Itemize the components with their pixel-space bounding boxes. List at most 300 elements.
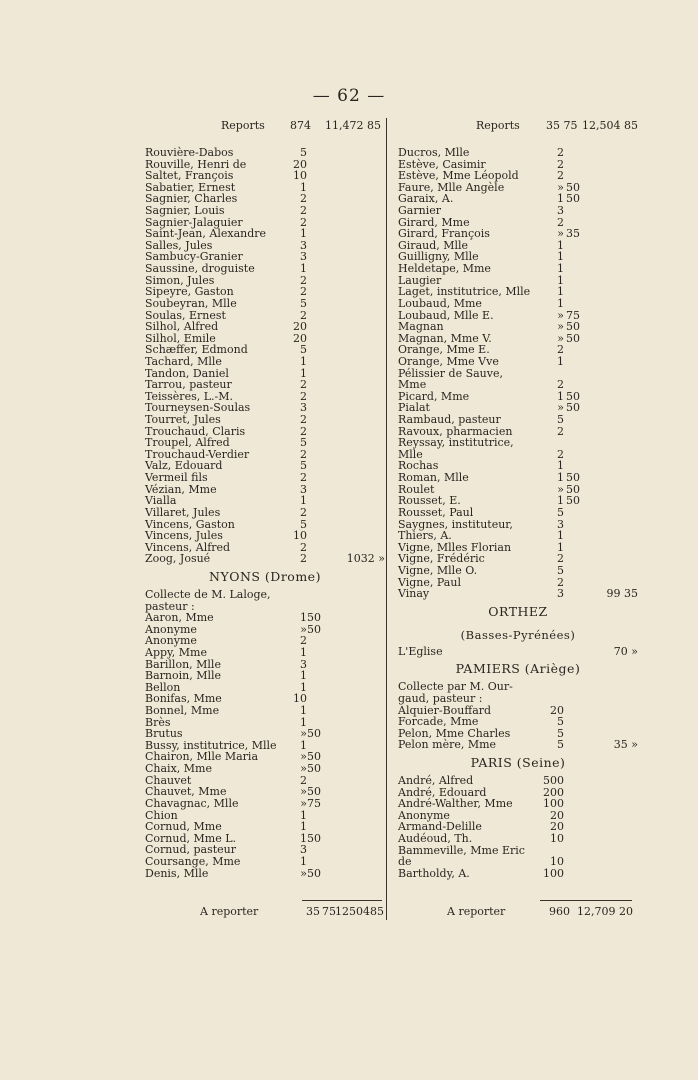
donor-row	[398, 368, 638, 380]
amount-francs: 200	[543, 785, 564, 799]
donor-list	[398, 646, 638, 658]
donor-name: Chion	[145, 808, 178, 822]
donor-name: Rambaud, pasteur	[398, 413, 501, 427]
donor-name: Guilligny, Mlle	[398, 250, 479, 264]
amount-francs: 2	[300, 215, 307, 229]
donor-name: Pelon, Mme Charles	[398, 726, 511, 740]
donor-row	[398, 507, 638, 519]
amount-francs: 1	[557, 296, 564, 310]
amount-francs: 10	[550, 832, 564, 846]
donor-list	[398, 681, 638, 751]
donor-name: Pialat	[398, 401, 430, 415]
donor-name: Loubaud, Mme	[398, 296, 482, 310]
donor-name: Rouvière-Dabos	[145, 146, 234, 159]
amount-francs: 2	[300, 192, 307, 206]
amount-francs: 1	[557, 529, 564, 543]
donor-name: Giraud, Mlle	[398, 238, 469, 252]
donor-name: Bussy, institutrice, Mlle	[145, 738, 277, 752]
amount-francs: 2	[557, 157, 564, 171]
donor-name: de	[398, 855, 412, 869]
right-column	[398, 117, 638, 880]
donor-row	[398, 868, 638, 880]
donor-row	[145, 356, 385, 368]
donor-name: Loubaud, Mlle E.	[398, 308, 494, 322]
section-heading: PAMIERS (Ariège)	[455, 661, 581, 677]
donor-name: Garnier	[398, 204, 441, 218]
amount-francs: 1	[557, 471, 564, 485]
amount-francs: »	[300, 796, 307, 810]
donor-name: Orange, Mme E.	[398, 343, 490, 357]
amount-francs: 1	[300, 854, 307, 868]
donor-name: pasteur :	[145, 599, 195, 613]
amount-cents: 50	[307, 785, 321, 799]
donor-row	[145, 856, 385, 868]
donor-row	[145, 798, 385, 810]
footer-value: 960	[549, 905, 570, 918]
donor-name: Sagnier, Charles	[145, 192, 238, 206]
donor-row	[398, 565, 638, 577]
donor-name: Magnan	[398, 320, 444, 334]
donor-name: Vincens, Alfred	[145, 540, 231, 554]
donor-row	[398, 833, 638, 845]
donor-name: Saussine, droguiste	[145, 262, 255, 276]
donor-row	[398, 646, 638, 658]
left-footer	[200, 905, 384, 919]
amount-francs: 20	[550, 808, 564, 822]
amount-francs: 20	[293, 331, 307, 345]
donor-row	[145, 868, 385, 880]
amount-cents: 35	[566, 227, 580, 241]
amount-francs: 1	[300, 494, 307, 508]
donor-row	[398, 147, 638, 159]
donor-name: André-Walther, Mme	[398, 797, 513, 811]
subtotal: 35 »	[613, 738, 638, 752]
donor-name: Collecte de M. Laloge,	[145, 587, 271, 601]
subtotal: 70 »	[613, 644, 638, 658]
amount-francs: »	[300, 785, 307, 799]
donor-name: Vigne, Mlle O.	[398, 563, 478, 577]
amount-francs: 1	[300, 704, 307, 718]
donor-row	[145, 472, 385, 484]
section-subheading: (Basses-Pyrénées)	[460, 627, 576, 642]
amount-francs: 1	[557, 238, 564, 252]
donor-name: Alquier-Bouffard	[398, 703, 492, 717]
amount-francs: 3	[300, 482, 307, 496]
donor-name: Cornud, pasteur	[145, 843, 237, 857]
amount-cents: 75	[307, 796, 321, 810]
donor-name: Bonifas, Mme	[145, 692, 222, 706]
donor-name: Vigne, Mlles Florian	[398, 540, 512, 554]
donor-row	[398, 739, 638, 751]
amount-francs: 5	[300, 459, 307, 473]
amount-francs: 2	[300, 773, 307, 787]
donor-row	[398, 437, 638, 449]
amount-francs: 3	[300, 657, 307, 671]
donor-name: Reyssay, institutrice,	[398, 436, 514, 450]
donor-name: gaud, pasteur :	[398, 691, 483, 705]
amount-francs: 1	[300, 262, 307, 276]
amount-francs: 3	[557, 204, 564, 218]
amount-francs: 2	[557, 447, 564, 461]
donor-name: André, Edouard	[398, 785, 487, 799]
amount-francs: 3	[300, 250, 307, 264]
amount-francs: 2	[557, 215, 564, 229]
amount-francs: 5	[557, 726, 564, 740]
amount-francs: 1	[557, 273, 564, 287]
donor-row	[398, 530, 638, 542]
donor-row	[145, 414, 385, 426]
donor-name: Trouchaud, Claris	[145, 424, 246, 438]
amount-francs: »	[300, 622, 307, 636]
amount-francs: 500	[543, 774, 564, 788]
amount-francs: 2	[300, 378, 307, 392]
amount-francs: 3	[557, 587, 564, 601]
donor-row	[145, 321, 385, 333]
amount-cents: 50	[566, 192, 580, 206]
donor-name: Faure, Mlle Angèle	[398, 180, 505, 194]
donor-name: Sagnier, Louis	[145, 204, 225, 218]
amount-francs: 20	[550, 703, 564, 717]
donor-name: Vermeil fils	[145, 471, 208, 485]
donor-name: Tourneysen-Soulas	[145, 401, 251, 415]
donor-name: Anonyme	[145, 634, 197, 648]
donor-name: Estève, Casimir	[398, 157, 486, 171]
amount-francs: 1	[557, 540, 564, 554]
donor-name: Saint-Jean, Alexandre	[145, 227, 267, 241]
amount-francs: 2	[557, 343, 564, 357]
amount-francs: 5	[300, 146, 307, 159]
amount-francs: 3	[300, 843, 307, 857]
donor-name: Vialla	[145, 494, 177, 508]
amount-cents: 50	[307, 611, 321, 625]
footer-rule	[540, 900, 632, 901]
donor-name: Schæffer, Edmond	[145, 343, 248, 357]
donor-name: Bellon	[145, 680, 181, 694]
amount-francs: 5	[300, 436, 307, 450]
section-heading: NYONS (Drome)	[209, 568, 321, 584]
amount-francs: »	[300, 866, 307, 880]
amount-cents: 50	[307, 750, 321, 764]
donor-row	[145, 670, 385, 682]
amount-francs: 1	[300, 715, 307, 729]
amount-cents: 50	[307, 831, 321, 845]
donor-name: Thiers, A.	[398, 529, 452, 543]
amount-francs: »	[300, 762, 307, 776]
amount-francs: 2	[300, 389, 307, 403]
donor-name: Silhol, Emile	[145, 331, 216, 345]
donor-name: Bartholdy, A.	[398, 866, 470, 880]
amount-francs: 2	[557, 378, 564, 392]
donor-row	[145, 763, 385, 775]
donor-name: Simon, Jules	[145, 273, 215, 287]
donor-name: Vincens, Gaston	[145, 517, 235, 531]
amount-francs: 20	[293, 157, 307, 171]
donor-name: Rouville, Henri de	[145, 157, 247, 171]
amount-cents: 50	[307, 727, 321, 741]
donor-row	[145, 507, 385, 519]
amount-francs: »	[557, 227, 564, 241]
section-heading: ORTHEZ	[488, 603, 548, 619]
donor-name: Bonnel, Mme	[145, 704, 220, 718]
donor-name: Orange, Mme Vve	[398, 354, 499, 368]
donor-row	[398, 472, 638, 484]
donor-name: Laugier	[398, 273, 442, 287]
donor-name: Estève, Mme Léopold	[398, 169, 519, 183]
donor-name: Vigne, Frédéric	[398, 552, 485, 566]
donor-name: Trouchaud-Verdier	[145, 447, 250, 461]
reports-total: 12,504 85	[582, 119, 638, 132]
donor-name: Garaix, A.	[398, 192, 454, 206]
donor-row	[398, 588, 638, 600]
amount-francs: 2	[557, 169, 564, 183]
amount-francs: 20	[293, 320, 307, 334]
amount-francs: 2	[300, 552, 307, 566]
amount-francs: 10	[293, 529, 307, 543]
page-number: — 62 —	[312, 86, 386, 106]
donor-row	[145, 530, 385, 542]
donor-name: Denis, Mlle	[145, 866, 209, 880]
donor-name: Brès	[145, 715, 171, 729]
amount-cents: 50	[566, 401, 580, 415]
amount-francs: 1	[300, 831, 307, 845]
donor-row	[398, 845, 638, 857]
donor-name: Forcade, Mme	[398, 715, 479, 729]
amount-cents: 50	[307, 762, 321, 776]
donor-row	[145, 647, 385, 659]
donor-name: Audéoud, Th.	[398, 832, 473, 846]
amount-francs: 5	[557, 413, 564, 427]
donor-name: Mlle	[398, 447, 423, 461]
amount-francs: »	[557, 180, 564, 194]
donor-name: Appy, Mme	[145, 645, 207, 659]
amount-francs: 1	[300, 738, 307, 752]
reports-line	[398, 117, 638, 147]
amount-francs: »	[300, 727, 307, 741]
donor-list	[398, 147, 638, 600]
donor-name: Rochas	[398, 459, 439, 473]
amount-francs: 10	[293, 692, 307, 706]
amount-francs: 20	[550, 820, 564, 834]
donor-name: L'Eglise	[398, 644, 443, 658]
amount-francs: 1	[300, 611, 307, 625]
reports-value: 874	[290, 119, 311, 132]
donor-row	[145, 147, 385, 159]
amount-francs: 2	[300, 447, 307, 461]
amount-francs: 1	[557, 494, 564, 508]
amount-cents: 50	[307, 866, 321, 880]
donor-name: Silhol, Alfred	[145, 320, 219, 334]
amount-francs: 1	[300, 366, 307, 380]
donor-name: Laget, institutrice, Mlle	[398, 285, 531, 299]
amount-francs: 3	[300, 238, 307, 252]
donor-name: Bammeville, Mme Eric	[398, 843, 525, 857]
donor-name: Girard, François	[398, 227, 490, 241]
reports-label: Reports	[221, 119, 265, 132]
amount-francs: 1	[557, 354, 564, 368]
donor-row	[398, 321, 638, 333]
amount-francs: 1	[557, 285, 564, 299]
footer-rule	[302, 900, 382, 901]
donor-name: Ducros, Mlle	[398, 146, 470, 159]
donor-name: Roman, Mlle	[398, 471, 469, 485]
amount-francs: 5	[300, 343, 307, 357]
donor-name: Saygnes, instituteur,	[398, 517, 513, 531]
amount-francs: 3	[557, 517, 564, 531]
amount-francs: 2	[300, 308, 307, 322]
donor-name: Soubeyran, Mlle	[145, 296, 237, 310]
reports-total: 11,472 85	[325, 119, 381, 132]
donor-name: Salles, Jules	[145, 238, 213, 252]
amount-francs: 1	[557, 192, 564, 206]
amount-francs: 1	[300, 669, 307, 683]
amount-francs: »	[557, 308, 564, 322]
donor-name: Girard, Mme	[398, 215, 470, 229]
amount-francs: 2	[300, 505, 307, 519]
donor-row	[145, 263, 385, 275]
donor-name: Valz, Edouard	[145, 459, 223, 473]
donor-row	[145, 484, 385, 496]
donor-name: Zoog, Josué	[145, 552, 211, 566]
column-divider	[386, 118, 387, 920]
subtotal: 1032 »	[346, 552, 385, 566]
amount-francs: 1	[557, 389, 564, 403]
donor-name: Anonyme	[145, 622, 197, 636]
amount-francs: 1	[300, 354, 307, 368]
amount-cents: 75	[566, 308, 580, 322]
amount-francs: »	[557, 401, 564, 415]
amount-francs: 10	[550, 855, 564, 869]
donor-name: Sambucy-Granier	[145, 250, 243, 264]
amount-francs: 1	[557, 262, 564, 276]
reports-label: Reports	[476, 119, 520, 132]
donor-list	[398, 775, 638, 879]
donor-name: Collecte par M. Our-	[398, 680, 513, 694]
footer-label: A reporter	[200, 905, 259, 918]
donor-name: Ravoux, pharmacien	[398, 424, 513, 438]
donor-name: Brutus	[145, 727, 183, 741]
left-column	[145, 117, 385, 879]
amount-francs: 100	[543, 797, 564, 811]
amount-francs: 1	[300, 180, 307, 194]
donor-name: Troupel, Alfred	[145, 436, 230, 450]
donor-row	[145, 821, 385, 833]
amount-francs: »	[557, 482, 564, 496]
donor-name: Heldetape, Mme	[398, 262, 491, 276]
donor-name: Chauvet, Mme	[145, 785, 227, 799]
footer-label: A reporter	[447, 905, 506, 918]
amount-cents: 50	[566, 180, 580, 194]
donor-name: Chavagnac, Mlle	[145, 796, 239, 810]
amount-francs: 1	[557, 250, 564, 264]
donor-name: Saltet, François	[145, 169, 234, 183]
amount-francs: 1	[300, 820, 307, 834]
donor-name: Aaron, Mme	[145, 611, 214, 625]
donor-name: Cornud, Mme L.	[145, 831, 237, 845]
amount-francs: 2	[300, 424, 307, 438]
donor-row	[398, 693, 638, 705]
donor-name: Villaret, Jules	[145, 505, 221, 519]
donor-name: Mme	[398, 378, 427, 392]
donor-row	[398, 263, 638, 275]
donor-row	[398, 205, 638, 217]
donor-name: Armand-Delille	[398, 820, 482, 834]
donor-name: Vézian, Mme	[145, 482, 217, 496]
donor-name: Barillon, Mlle	[145, 657, 221, 671]
donor-row	[398, 577, 638, 589]
amount-francs: 1	[300, 227, 307, 241]
donor-name: Rousset, E.	[398, 494, 461, 508]
donor-name: Cornud, Mme	[145, 820, 222, 834]
donor-name: Sipeyre, Gaston	[145, 285, 234, 299]
donor-row	[398, 414, 638, 426]
donor-list	[145, 147, 385, 565]
amount-francs: 2	[300, 285, 307, 299]
amount-francs: 1	[300, 680, 307, 694]
amount-francs: 5	[300, 296, 307, 310]
amount-francs: 2	[557, 552, 564, 566]
donor-name: Vincens, Jules	[145, 529, 223, 543]
donor-name: Tarrou, pasteur	[145, 378, 232, 392]
amount-francs: »	[557, 331, 564, 345]
donor-row	[398, 391, 638, 403]
donor-row	[145, 589, 385, 601]
amount-francs: »	[300, 750, 307, 764]
donor-name: Magnan, Mme V.	[398, 331, 492, 345]
footer-total: 1250485	[335, 905, 384, 918]
donor-name: Barnoin, Mlle	[145, 669, 222, 683]
amount-cents: 50	[566, 482, 580, 496]
donor-row	[398, 775, 638, 787]
amount-francs: 2	[300, 273, 307, 287]
donor-name: Vigne, Paul	[398, 575, 461, 589]
donor-row	[145, 205, 385, 217]
donor-name: Anonyme	[398, 808, 450, 822]
subtotal: 99 35	[606, 587, 638, 601]
amount-cents: 50	[566, 471, 580, 485]
amount-francs: 10	[293, 169, 307, 183]
donor-name: Tandon, Daniel	[145, 366, 229, 380]
donor-name: Soulas, Ernest	[145, 308, 226, 322]
amount-francs: 1	[300, 645, 307, 659]
donor-name: Pelon mère, Mme	[398, 738, 497, 752]
amount-francs: 2	[300, 540, 307, 554]
amount-francs: 1	[300, 808, 307, 822]
donor-name: Tachard, Mlle	[145, 354, 222, 368]
amount-francs: 2	[300, 634, 307, 648]
reports-line	[145, 117, 385, 147]
donor-row	[145, 298, 385, 310]
donor-name: Coursange, Mme	[145, 854, 241, 868]
amount-cents: 50	[566, 389, 580, 403]
donor-list	[145, 589, 385, 879]
donor-name: Sagnier-Jalaguier	[145, 215, 243, 229]
amount-cents: 50	[307, 622, 321, 636]
amount-francs: 2	[300, 471, 307, 485]
donor-name: Chauvet	[145, 773, 192, 787]
amount-francs: 2	[300, 413, 307, 427]
donor-name: Sabatier, Ernest	[145, 180, 236, 194]
footer-total: 12,709 20	[577, 905, 633, 918]
donor-row	[398, 356, 638, 368]
amount-francs: »	[557, 320, 564, 334]
amount-francs: 5	[557, 715, 564, 729]
donor-name: Roulet	[398, 482, 435, 496]
amount-francs: 3	[300, 401, 307, 415]
donor-row	[145, 705, 385, 717]
amount-francs: 2	[557, 424, 564, 438]
amount-cents: 50	[566, 331, 580, 345]
amount-francs: 5	[557, 738, 564, 752]
